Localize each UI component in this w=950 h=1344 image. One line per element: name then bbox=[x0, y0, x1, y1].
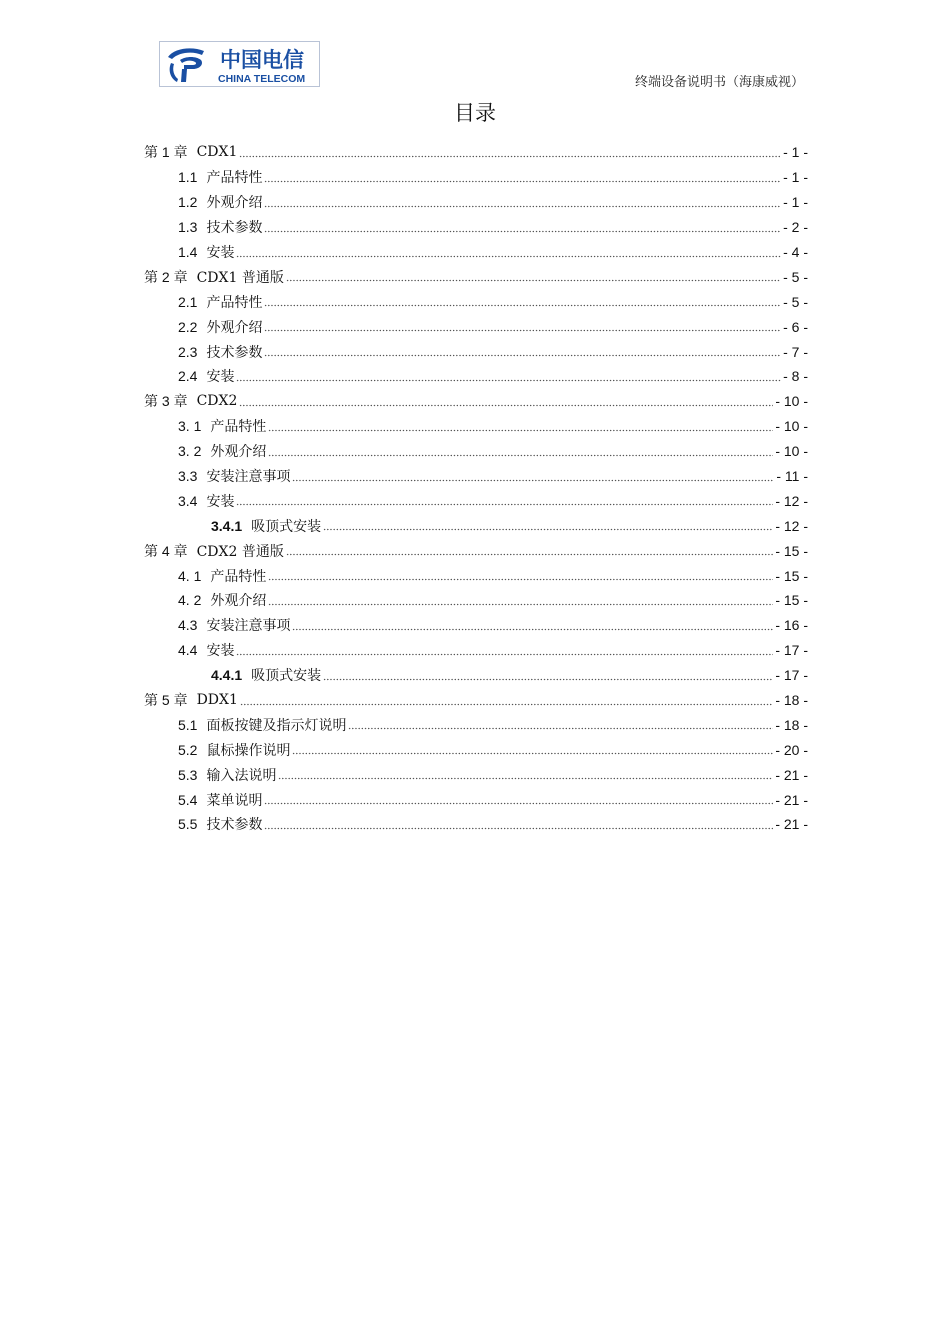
toc-dot-leader bbox=[348, 727, 773, 730]
toc-entry-page: - 10 - bbox=[775, 418, 808, 435]
toc-entry[interactable] bbox=[144, 762, 808, 787]
toc-dot-leader bbox=[264, 354, 781, 357]
toc-entry[interactable] bbox=[144, 712, 808, 737]
toc-heading: 目录 bbox=[454, 101, 496, 125]
toc-dot-leader bbox=[264, 180, 781, 183]
toc-entry-number: 第 4 章 bbox=[144, 542, 188, 559]
toc-entry[interactable] bbox=[144, 264, 808, 289]
toc-dot-leader bbox=[323, 528, 773, 531]
toc-entry-page: - 16 - bbox=[775, 617, 808, 634]
toc-entry-page: - 6 - bbox=[783, 318, 808, 335]
toc-entry-title: 产品特性 bbox=[210, 568, 267, 585]
toc-entry-page: - 15 - bbox=[775, 592, 808, 609]
toc-entry-number: 2.2 bbox=[178, 318, 198, 335]
toc-entry[interactable] bbox=[144, 215, 808, 240]
toc-entry-number: 4. 2 bbox=[178, 592, 202, 609]
toc-entry-title: 吸顶式安装 bbox=[251, 668, 322, 685]
toc-dot-leader bbox=[264, 230, 781, 233]
toc-entry[interactable] bbox=[144, 414, 808, 439]
logo-chinese-text: 中国电信 bbox=[220, 48, 304, 72]
toc-entry-number: 1.4 bbox=[178, 244, 198, 260]
toc-dot-leader bbox=[278, 777, 773, 780]
toc-entry[interactable] bbox=[144, 737, 808, 762]
toc-entry-title: 外观介绍 bbox=[206, 319, 263, 336]
toc-entry-page: - 21 - bbox=[775, 816, 808, 833]
toc-entry-number: 第 5 章 bbox=[144, 692, 188, 709]
toc-dot-leader bbox=[268, 429, 773, 432]
toc-entry-title: 鼠标操作说明 bbox=[206, 742, 291, 759]
toc-entry-title: 安装注意事项 bbox=[206, 469, 291, 486]
toc-entry-title: 外观介绍 bbox=[210, 444, 267, 461]
toc-entry-number: 2.3 bbox=[178, 343, 198, 360]
toc-entry-title: 技术参数 bbox=[206, 344, 263, 361]
toc-entry[interactable] bbox=[144, 663, 808, 688]
toc-dot-leader bbox=[286, 279, 781, 282]
toc-entry-page: - 17 - bbox=[775, 667, 808, 684]
toc-entry-page: - 18 - bbox=[775, 716, 808, 733]
toc-entry-page: - 21 - bbox=[775, 791, 808, 808]
toc-entry-title: 安装 bbox=[206, 369, 235, 386]
toc-entry-page: - 7 - bbox=[783, 343, 808, 360]
toc-entry-number: 5.5 bbox=[178, 816, 198, 833]
document-header-title: 终端设备说明书（海康威视） bbox=[634, 75, 804, 90]
toc-entry[interactable] bbox=[144, 314, 808, 339]
toc-dot-leader bbox=[264, 329, 781, 332]
toc-dot-leader bbox=[239, 155, 781, 158]
toc-entry[interactable] bbox=[144, 812, 808, 837]
toc-entry-number: 1.2 bbox=[178, 194, 198, 211]
toc-entry-page: - 20 - bbox=[775, 741, 808, 758]
toc-entry[interactable] bbox=[144, 389, 808, 414]
toc-dot-leader bbox=[239, 404, 773, 407]
toc-entry-number: 第 3 章 bbox=[144, 393, 188, 410]
toc-entry-title: 产品特性 bbox=[210, 419, 267, 436]
toc-dot-leader bbox=[236, 503, 773, 506]
toc-dot-leader bbox=[240, 703, 773, 706]
toc-entry-number: 2.1 bbox=[178, 293, 198, 310]
toc-entry-number: 1.1 bbox=[178, 169, 198, 186]
toc-entry[interactable] bbox=[144, 240, 808, 265]
toc-entry-title: 技术参数 bbox=[206, 817, 263, 834]
toc-entry-number: 3. 1 bbox=[178, 418, 202, 435]
toc-entry-page: - 12 - bbox=[775, 492, 808, 509]
toc-entry-title: 安装注意事项 bbox=[206, 618, 291, 635]
toc-entry-number: 5.2 bbox=[178, 741, 198, 758]
toc-entry-number: 5.4 bbox=[178, 791, 198, 808]
table-of-contents bbox=[144, 140, 808, 837]
toc-entry-page: - 2 - bbox=[783, 219, 808, 236]
toc-entry[interactable] bbox=[144, 787, 808, 812]
toc-entry-title: 菜单说明 bbox=[206, 792, 263, 809]
toc-entry[interactable] bbox=[144, 190, 808, 215]
toc-entry-page: - 15 - bbox=[775, 567, 808, 584]
toc-entry-number: 5.3 bbox=[178, 766, 198, 783]
toc-entry-title: 技术参数 bbox=[206, 220, 263, 237]
china-telecom-logo-mark bbox=[160, 42, 319, 86]
toc-dot-leader bbox=[264, 802, 773, 805]
toc-entry-page: - 4 - bbox=[783, 244, 808, 260]
toc-dot-leader bbox=[292, 479, 774, 482]
toc-dot-leader bbox=[264, 304, 781, 307]
toc-entry-title: CDX2 bbox=[196, 393, 238, 410]
china-telecom-logo bbox=[159, 41, 320, 87]
toc-entry[interactable] bbox=[144, 688, 808, 713]
toc-entry-number: 3.3 bbox=[178, 468, 198, 485]
toc-entry[interactable] bbox=[144, 464, 808, 489]
toc-entry-title: CDX1 普通版 bbox=[196, 269, 284, 286]
toc-entry[interactable] bbox=[144, 513, 808, 538]
toc-entry[interactable] bbox=[144, 339, 808, 364]
toc-entry[interactable] bbox=[144, 364, 808, 389]
toc-entry-title: 吸顶式安装 bbox=[251, 518, 322, 535]
toc-entry[interactable] bbox=[144, 638, 808, 663]
toc-entry[interactable] bbox=[144, 563, 808, 588]
toc-entry-page: - 10 - bbox=[775, 393, 808, 410]
toc-dot-leader bbox=[268, 603, 773, 606]
toc-entry-number: 4.3 bbox=[178, 617, 198, 634]
toc-entry-title: 面板按键及指示灯说明 bbox=[206, 717, 347, 734]
toc-entry[interactable] bbox=[144, 165, 808, 190]
toc-dot-leader bbox=[286, 553, 773, 556]
toc-entry-page: - 17 - bbox=[775, 642, 808, 659]
toc-entry-number: 1.3 bbox=[178, 219, 198, 236]
toc-entry[interactable] bbox=[144, 538, 808, 563]
toc-entry[interactable] bbox=[144, 140, 808, 165]
toc-dot-leader bbox=[292, 628, 773, 631]
toc-entry-number: 4.4.1 bbox=[211, 667, 243, 684]
toc-entry-title: DDX1 bbox=[196, 692, 238, 709]
logo-english-text: CHINA TELECOM bbox=[218, 73, 306, 85]
toc-dot-leader bbox=[268, 578, 773, 581]
toc-entry-number: 4.4 bbox=[178, 642, 198, 659]
toc-dot-leader bbox=[268, 454, 773, 457]
toc-entry[interactable] bbox=[144, 588, 808, 613]
toc-entry-number: 第 2 章 bbox=[144, 268, 188, 285]
toc-entry-page: - 1 - bbox=[783, 144, 808, 161]
toc-dot-leader bbox=[236, 255, 781, 258]
toc-entry-page: - 12 - bbox=[775, 517, 808, 534]
toc-entry-number: 2.4 bbox=[178, 368, 198, 385]
toc-entry-title: 产品特性 bbox=[206, 294, 263, 311]
toc-entry-title: CDX2 普通版 bbox=[196, 543, 284, 560]
toc-dot-leader bbox=[236, 653, 773, 656]
toc-entry[interactable] bbox=[144, 439, 808, 464]
toc-dot-leader bbox=[264, 827, 773, 830]
toc-entry-page: - 5 - bbox=[783, 293, 808, 310]
toc-entry-number: 3.4.1 bbox=[211, 517, 243, 534]
toc-entry-page: - 11 - bbox=[776, 468, 808, 485]
toc-entry-number: 3.4 bbox=[178, 492, 198, 509]
toc-entry[interactable] bbox=[144, 289, 808, 314]
toc-entry-title: 安装 bbox=[206, 245, 235, 261]
toc-entry-page: - 21 - bbox=[775, 766, 808, 783]
toc-dot-leader bbox=[236, 379, 781, 382]
toc-entry-number: 3. 2 bbox=[178, 443, 202, 460]
toc-dot-leader bbox=[292, 752, 773, 755]
toc-dot-leader bbox=[323, 678, 773, 681]
toc-entry-title: 产品特性 bbox=[206, 170, 263, 187]
toc-entry-title: 外观介绍 bbox=[206, 195, 263, 212]
toc-entry-number: 4. 1 bbox=[178, 567, 202, 584]
toc-entry-number: 5.1 bbox=[178, 716, 198, 733]
toc-entry-title: CDX1 bbox=[196, 144, 238, 161]
toc-entry-page: - 5 - bbox=[783, 268, 808, 285]
toc-entry-page: - 1 - bbox=[783, 169, 808, 186]
toc-entry-page: - 10 - bbox=[775, 443, 808, 460]
toc-entry-page: - 18 - bbox=[775, 692, 808, 709]
toc-entry[interactable] bbox=[144, 613, 808, 638]
toc-entry-page: - 1 - bbox=[783, 194, 808, 211]
toc-entry-title: 外观介绍 bbox=[210, 593, 267, 610]
toc-entry-title: 安装 bbox=[206, 493, 235, 510]
toc-entry-title: 安装 bbox=[206, 643, 235, 660]
toc-entry-page: - 15 - bbox=[775, 542, 808, 559]
toc-entry-page: - 8 - bbox=[783, 368, 808, 385]
toc-entry-title: 输入法说明 bbox=[206, 767, 277, 784]
toc-dot-leader bbox=[264, 205, 781, 208]
toc-entry[interactable] bbox=[144, 488, 808, 513]
toc-entry-number: 第 1 章 bbox=[144, 144, 188, 161]
